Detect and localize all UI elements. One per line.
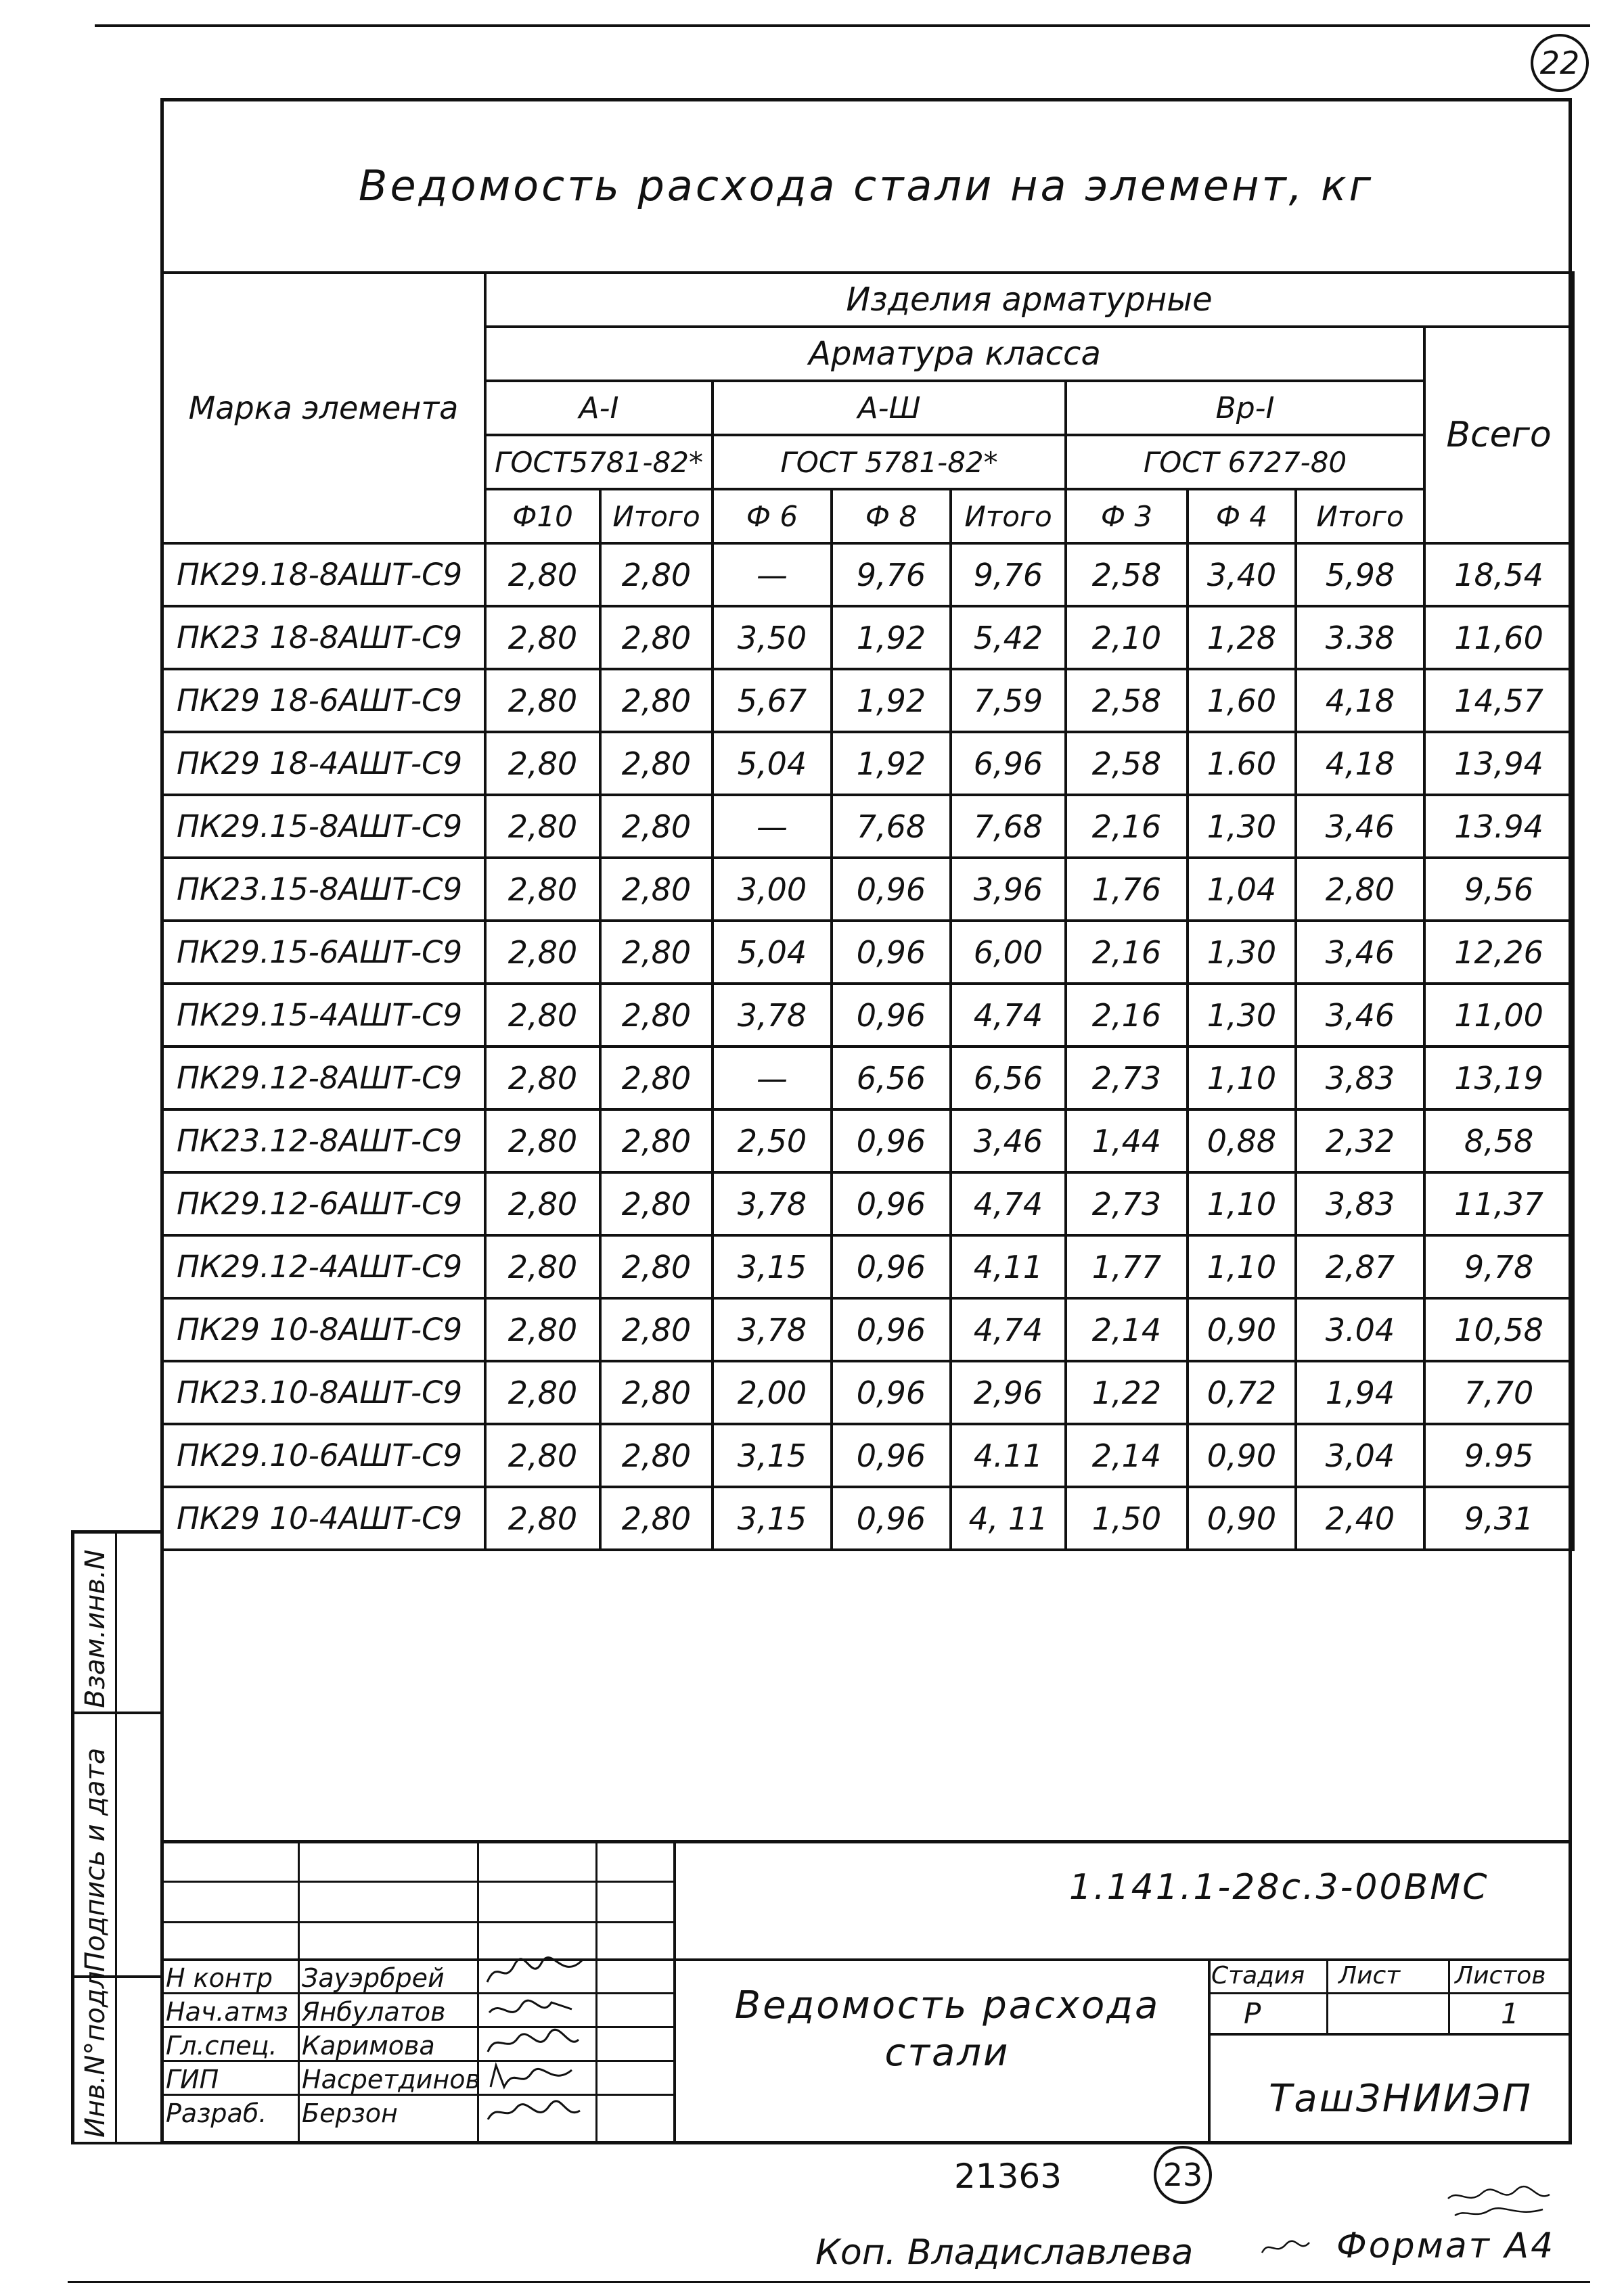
value-cell: 4,18: [1296, 732, 1424, 795]
value-cell: 4,11: [951, 1235, 1066, 1298]
value-cell: 2,16: [1066, 921, 1188, 984]
value-cell: 1,10: [1188, 1047, 1296, 1109]
value-cell: 2,80: [600, 1487, 713, 1550]
value-cell: 3,04: [1296, 1424, 1424, 1487]
group-a1: А-I: [485, 381, 713, 435]
value-cell: 2,00: [713, 1361, 832, 1424]
margin-label: Взам.инв.N: [80, 1549, 111, 1708]
element-mark-cell: ПК29.12-4АШТ-С9: [162, 1235, 485, 1298]
value-cell: 7,68: [832, 795, 951, 858]
element-mark-cell: ПК23 18-8АШТ-С9: [162, 606, 485, 669]
value-cell: 1,77: [1066, 1235, 1188, 1298]
signature: [484, 1955, 585, 1989]
value-cell: 13.94: [1424, 795, 1573, 858]
value-cell: 2,80: [600, 921, 713, 984]
value-cell: 1,04: [1188, 858, 1296, 921]
value-cell: 2,73: [1066, 1047, 1188, 1109]
top-rule: [95, 24, 1590, 27]
signature: [484, 2096, 585, 2130]
value-cell: 7,70: [1424, 1361, 1573, 1424]
value-cell: 10,58: [1424, 1298, 1573, 1361]
value-cell: 0,96: [832, 921, 951, 984]
paper-format: Формат А4: [1336, 2226, 1556, 2266]
stamp-role: Разраб.: [166, 2098, 267, 2128]
value-cell: 3,46: [1296, 795, 1424, 858]
value-cell: 0,96: [832, 858, 951, 921]
organization: ТашЗНИИЭП: [1269, 2077, 1533, 2121]
value-cell: 1,10: [1188, 1235, 1296, 1298]
table-row: [162, 921, 1573, 984]
header-class: Арматура класса: [485, 327, 1424, 381]
value-cell: 2,58: [1066, 669, 1188, 732]
value-cell: 2,80: [600, 984, 713, 1047]
page-number: 22: [1531, 34, 1589, 92]
value-cell: 0,96: [832, 1361, 951, 1424]
circled-number: 23: [1154, 2146, 1212, 2204]
signature: [484, 2060, 585, 2094]
value-cell: 1,92: [832, 669, 951, 732]
value-cell: 2,80: [1296, 858, 1424, 921]
handwritten-note: [1259, 2232, 1313, 2259]
header-mark: Марка элемента: [162, 273, 485, 543]
value-cell: 2,80: [600, 1172, 713, 1235]
sheets-value: 1: [1501, 1997, 1519, 2030]
value-cell: 8,58: [1424, 1109, 1573, 1172]
stamp-role: Гл.спец.: [166, 2031, 277, 2061]
value-cell: 2,14: [1066, 1424, 1188, 1487]
value-cell: 2,80: [485, 921, 600, 984]
value-cell: 3,78: [713, 1298, 832, 1361]
value-cell: 14,57: [1424, 669, 1573, 732]
value-cell: 0,96: [832, 1172, 951, 1235]
stamp-border: [477, 1840, 479, 2144]
value-cell: 1,92: [832, 732, 951, 795]
element-mark-cell: ПК29 10-4АШТ-С9: [162, 1487, 485, 1550]
stamp-border: [298, 1840, 300, 2144]
value-cell: 9,76: [832, 543, 951, 606]
value-cell: 0,96: [832, 1109, 951, 1172]
value-cell: 3,50: [713, 606, 832, 669]
value-cell: 1,94: [1296, 1361, 1424, 1424]
value-cell: —: [713, 543, 832, 606]
col-header: Итого: [951, 489, 1066, 543]
value-cell: 7,68: [951, 795, 1066, 858]
table-row: [162, 1424, 1573, 1487]
value-cell: 2,80: [485, 543, 600, 606]
value-cell: 3,15: [713, 1235, 832, 1298]
table-row: [162, 795, 1573, 858]
stamp-role: ГИП: [166, 2065, 219, 2094]
col-header: Итого: [1296, 489, 1424, 543]
col-header: Ф 6: [713, 489, 832, 543]
stamp-border: [673, 1840, 676, 2144]
value-cell: 2,50: [713, 1109, 832, 1172]
table-row: [162, 606, 1573, 669]
value-cell: 3.04: [1296, 1298, 1424, 1361]
value-cell: 5,42: [951, 606, 1066, 669]
value-cell: 0,96: [832, 1235, 951, 1298]
inventory-number: 21363: [954, 2157, 1062, 2196]
value-cell: 2,80: [485, 1172, 600, 1235]
value-cell: 13,19: [1424, 1047, 1573, 1109]
value-cell: 1,28: [1188, 606, 1296, 669]
value-cell: 0,96: [832, 1298, 951, 1361]
value-cell: 0,96: [832, 1487, 951, 1550]
value-cell: 5,04: [713, 732, 832, 795]
value-cell: 13,94: [1424, 732, 1573, 795]
value-cell: 2,80: [600, 1047, 713, 1109]
value-cell: 2,10: [1066, 606, 1188, 669]
value-cell: 6,56: [832, 1047, 951, 1109]
value-cell: —: [713, 1047, 832, 1109]
table-row: [162, 1298, 1573, 1361]
element-mark-cell: ПК29 18-6АШТ-С9: [162, 669, 485, 732]
value-cell: 2,80: [485, 1298, 600, 1361]
value-cell: 9.95: [1424, 1424, 1573, 1487]
table-row: [162, 1047, 1573, 1109]
element-mark-cell: ПК23.10-8АШТ-С9: [162, 1361, 485, 1424]
value-cell: 1,92: [832, 606, 951, 669]
value-cell: 2,80: [485, 1361, 600, 1424]
col-header: Ф 8: [832, 489, 951, 543]
col-header: Ф 4: [1188, 489, 1296, 543]
stamp-role: Н контр: [166, 1963, 273, 1993]
element-mark-cell: ПК29.10-6АШТ-С9: [162, 1424, 485, 1487]
table-row: [162, 984, 1573, 1047]
element-mark-cell: ПК29 10-8АШТ-С9: [162, 1298, 485, 1361]
copied-by: Коп. Владиславлева: [815, 2232, 1194, 2273]
stamp-border: [1208, 2033, 1572, 2036]
table-row: [162, 1487, 1573, 1550]
value-cell: 5,98: [1296, 543, 1424, 606]
value-cell: 3.38: [1296, 606, 1424, 669]
value-cell: 2,80: [485, 1047, 600, 1109]
value-cell: 3,15: [713, 1487, 832, 1550]
stamp-border: [1448, 1958, 1450, 2034]
value-cell: 4.11: [951, 1424, 1066, 1487]
value-cell: 3,00: [713, 858, 832, 921]
value-cell: 2,58: [1066, 543, 1188, 606]
value-cell: 0,90: [1188, 1298, 1296, 1361]
value-cell: 3,46: [951, 1109, 1066, 1172]
value-cell: 5,04: [713, 921, 832, 984]
value-cell: 1,30: [1188, 795, 1296, 858]
table-row: [162, 732, 1573, 795]
value-cell: 9,76: [951, 543, 1066, 606]
value-cell: 2,80: [485, 1424, 600, 1487]
table-row: [162, 1109, 1573, 1172]
value-cell: 1,22: [1066, 1361, 1188, 1424]
stamp-border: [1326, 1958, 1328, 2034]
value-cell: 9,78: [1424, 1235, 1573, 1298]
value-cell: 11,60: [1424, 606, 1573, 669]
value-cell: 2,80: [600, 1235, 713, 1298]
value-cell: 6,00: [951, 921, 1066, 984]
signature: [484, 2026, 585, 2060]
element-mark-cell: ПК29.18-8АШТ-С9: [162, 543, 485, 606]
value-cell: 2,80: [485, 984, 600, 1047]
value-cell: 4,18: [1296, 669, 1424, 732]
gost-vr1: ГОСТ 6727-80: [1066, 435, 1424, 489]
value-cell: 2,73: [1066, 1172, 1188, 1235]
header-total: Всего: [1424, 327, 1573, 543]
stamp-name: Берзон: [302, 2098, 398, 2128]
element-mark-cell: ПК29.12-8АШТ-С9: [162, 1047, 485, 1109]
value-cell: 12,26: [1424, 921, 1573, 984]
value-cell: 2,80: [600, 1109, 713, 1172]
stamp-border: [160, 1921, 675, 1923]
element-mark-cell: ПК29.15-6АШТ-С9: [162, 921, 485, 984]
value-cell: 1,30: [1188, 984, 1296, 1047]
value-cell: 2,16: [1066, 795, 1188, 858]
table-row: [162, 858, 1573, 921]
value-cell: 2,80: [600, 669, 713, 732]
value-cell: 2,14: [1066, 1298, 1188, 1361]
table-row: [162, 1172, 1573, 1235]
value-cell: 0,96: [832, 984, 951, 1047]
margin-border: [115, 1530, 117, 2144]
stamp-border: [595, 1840, 597, 2144]
margin-border: [71, 2142, 164, 2144]
value-cell: 6,96: [951, 732, 1066, 795]
value-cell: 2,80: [485, 1487, 600, 1550]
value-cell: 2,16: [1066, 984, 1188, 1047]
gost-a1: ГОСТ5781-82*: [485, 435, 713, 489]
value-cell: 1,60: [1188, 669, 1296, 732]
table-row: [162, 1235, 1573, 1298]
value-cell: 2,80: [485, 1109, 600, 1172]
stamp-role: Нач.атмз: [166, 1997, 288, 2027]
value-cell: 1.60: [1188, 732, 1296, 795]
value-cell: 2,58: [1066, 732, 1188, 795]
stamp-name: Зауэрбрей: [302, 1963, 445, 1993]
value-cell: 2,80: [485, 606, 600, 669]
stamp-name: Каримова: [302, 2031, 435, 2061]
value-cell: 2,87: [1296, 1235, 1424, 1298]
margin-label: Инв.N°подл: [80, 1971, 111, 2138]
value-cell: 2,80: [600, 795, 713, 858]
value-cell: 2,80: [485, 732, 600, 795]
value-cell: 1,10: [1188, 1172, 1296, 1235]
element-mark-cell: ПК23.15-8АШТ-С9: [162, 858, 485, 921]
value-cell: 2,80: [600, 1424, 713, 1487]
margin-border: [71, 1530, 74, 2144]
bottom-rule: [68, 2281, 1590, 2283]
value-cell: 2,80: [600, 543, 713, 606]
value-cell: 9,31: [1424, 1487, 1573, 1550]
table-body: [162, 543, 1573, 1550]
value-cell: 3,15: [713, 1424, 832, 1487]
stamp-border: [160, 1958, 1572, 1961]
margin-border: [71, 1530, 164, 1534]
element-mark-cell: ПК29 18-4АШТ-С9: [162, 732, 485, 795]
value-cell: 4,74: [951, 1172, 1066, 1235]
table-row: [162, 1361, 1573, 1424]
value-cell: 2,32: [1296, 1109, 1424, 1172]
value-cell: 7,59: [951, 669, 1066, 732]
element-mark-cell: ПК23.12-8АШТ-С9: [162, 1109, 485, 1172]
value-cell: 0,90: [1188, 1487, 1296, 1550]
value-cell: 0,96: [832, 1424, 951, 1487]
value-cell: 1,76: [1066, 858, 1188, 921]
stamp-border: [160, 1840, 1572, 1843]
table-row: [162, 669, 1573, 732]
stamp-name: Янбулатов: [302, 1997, 446, 2027]
value-cell: 2,80: [600, 1298, 713, 1361]
value-cell: 4,74: [951, 1298, 1066, 1361]
header-products: Изделия арматурные: [485, 273, 1573, 327]
value-cell: 0,72: [1188, 1361, 1296, 1424]
table-row: [162, 543, 1573, 606]
value-cell: 3,83: [1296, 1172, 1424, 1235]
value-cell: 11,00: [1424, 984, 1573, 1047]
value-cell: 11,37: [1424, 1172, 1573, 1235]
value-cell: 2,96: [951, 1361, 1066, 1424]
value-cell: 4, 11: [951, 1487, 1066, 1550]
value-cell: 3,83: [1296, 1047, 1424, 1109]
margin-label: Подпись и дата: [80, 1747, 111, 1972]
value-cell: 3,40: [1188, 543, 1296, 606]
element-mark-cell: ПК29.15-8АШТ-С9: [162, 795, 485, 858]
value-cell: —: [713, 795, 832, 858]
value-cell: 1,44: [1066, 1109, 1188, 1172]
value-cell: 3,78: [713, 984, 832, 1047]
group-a3: А-Ш: [713, 381, 1066, 435]
value-cell: 3,46: [1296, 984, 1424, 1047]
handwritten-note: [1441, 2178, 1556, 2226]
sheets-label: Листов: [1455, 1962, 1546, 1990]
steel-consumption-table: [160, 271, 1575, 1551]
value-cell: 2,80: [600, 858, 713, 921]
stage-label: Стадия: [1211, 1962, 1305, 1990]
signature: [484, 1992, 585, 2026]
value-cell: 2,40: [1296, 1487, 1424, 1550]
document-code: 1.141.1-28с.3-00ВМС: [1069, 1867, 1489, 1908]
stage-value: Р: [1244, 1997, 1261, 2030]
stamp-title: Ведомость расхода стали: [734, 1983, 1160, 2075]
margin-border: [71, 1712, 164, 1714]
value-cell: 3,96: [951, 858, 1066, 921]
value-cell: 2,80: [600, 606, 713, 669]
value-cell: 3,46: [1296, 921, 1424, 984]
col-header: Ф10: [485, 489, 600, 543]
value-cell: 2,80: [485, 858, 600, 921]
value-cell: 2,80: [485, 1235, 600, 1298]
value-cell: 2,80: [485, 795, 600, 858]
stamp-border: [1208, 1992, 1572, 1994]
stamp-name: Насретдинов: [302, 2065, 480, 2094]
value-cell: 2,80: [600, 1361, 713, 1424]
value-cell: 3,78: [713, 1172, 832, 1235]
value-cell: 0,90: [1188, 1424, 1296, 1487]
element-mark-cell: ПК29.15-4АШТ-С9: [162, 984, 485, 1047]
value-cell: 1,50: [1066, 1487, 1188, 1550]
group-vr1: Вр-I: [1066, 381, 1424, 435]
value-cell: 0,88: [1188, 1109, 1296, 1172]
element-mark-cell: ПК29.12-6АШТ-С9: [162, 1172, 485, 1235]
stamp-border: [160, 1881, 675, 1883]
value-cell: 9,56: [1424, 858, 1573, 921]
value-cell: 6,56: [951, 1047, 1066, 1109]
col-header: Ф 3: [1066, 489, 1188, 543]
value-cell: 5,67: [713, 669, 832, 732]
sheet-title: Ведомость расхода стали на элемент, кг: [358, 160, 1374, 210]
gost-a3: ГОСТ 5781-82*: [713, 435, 1066, 489]
value-cell: 4,74: [951, 984, 1066, 1047]
value-cell: 2,80: [600, 732, 713, 795]
sheet-label: Лист: [1338, 1962, 1401, 1990]
value-cell: 1,30: [1188, 921, 1296, 984]
col-header: Итого: [600, 489, 713, 543]
value-cell: 18,54: [1424, 543, 1573, 606]
value-cell: 2,80: [485, 669, 600, 732]
